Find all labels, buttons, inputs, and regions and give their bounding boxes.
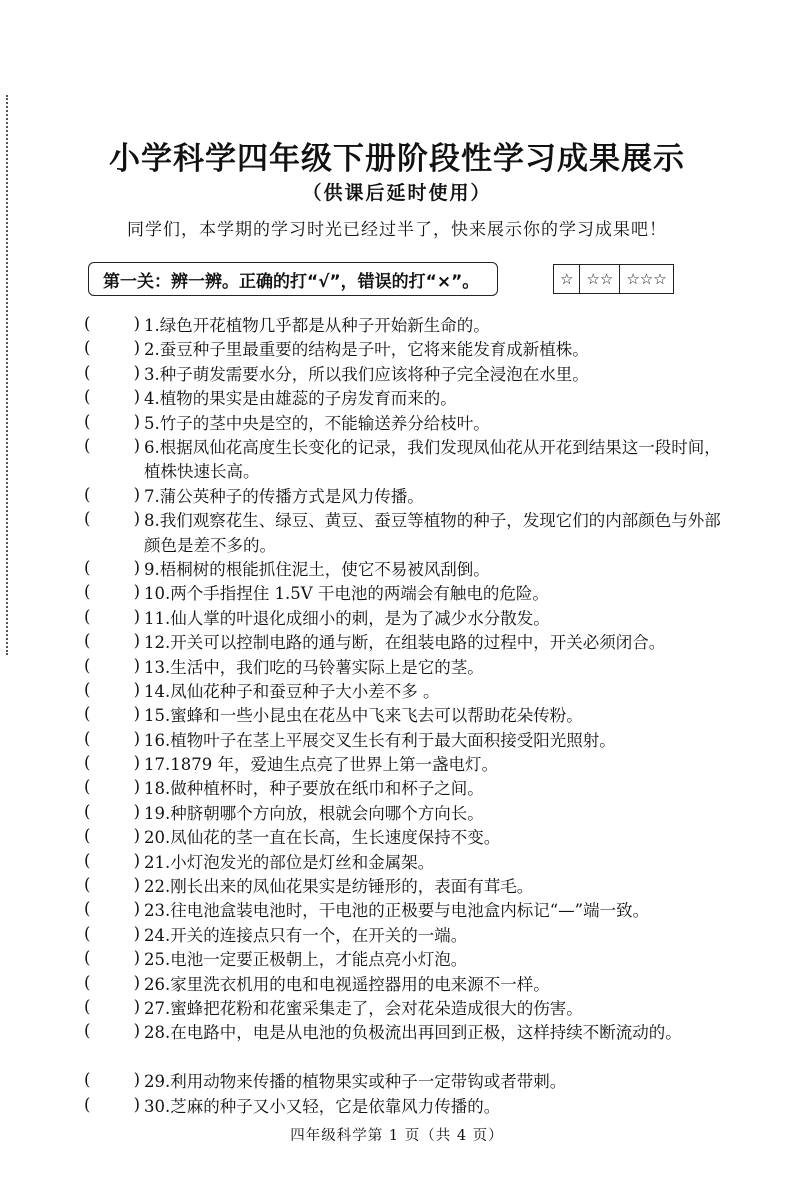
question-statement: 凤仙花种子和蚕豆种子大小差不多 。 (170, 681, 440, 701)
question-row (0, 753, 794, 777)
section-heading (88, 262, 498, 296)
page-title: 小学科学四年级下册阶段性学习成果展示 (109, 141, 685, 177)
answer-paren-open: ( (84, 411, 91, 431)
answer-blank[interactable] (84, 924, 140, 943)
question-row (0, 314, 794, 338)
question-number: 29. (144, 1072, 171, 1092)
question-statement: 电池一定要正极朝上，才能点亮小灯泡。 (170, 950, 468, 970)
question-number: 26. (144, 974, 171, 994)
answer-paren-open: ( (84, 387, 91, 407)
answer-paren-close: ) (133, 1070, 140, 1090)
question-statement: 开关可以控制电路的通与断，在组装电路的过程中，开关必须闭合。 (170, 633, 666, 653)
intro-text: 同学们，本学期的学习时光已经过半了，快来展示你的学习成果吧！ (127, 220, 667, 240)
question-text (144, 899, 724, 923)
answer-paren-open: ( (84, 728, 91, 748)
answer-paren-close: ) (133, 509, 140, 529)
question-row (0, 973, 794, 997)
answer-blank[interactable] (84, 777, 140, 796)
answer-paren-open: ( (84, 1070, 91, 1090)
question-number: 10. (144, 584, 171, 604)
question-row (0, 558, 794, 582)
answer-paren-close: ) (133, 899, 140, 919)
answer-paren-close: ) (133, 314, 140, 333)
answer-paren-open: ( (84, 362, 91, 382)
question-statement: 芝麻的种子又小又轻，它是依靠风力传播的。 (170, 1096, 501, 1116)
question-row (0, 729, 794, 753)
answer-blank[interactable] (84, 582, 140, 601)
answer-paren-close: ) (133, 338, 140, 358)
question-number: 6. (144, 437, 160, 457)
answer-paren-close: ) (133, 582, 140, 602)
answer-blank[interactable] (84, 802, 140, 821)
question-row (0, 338, 794, 362)
question-text (144, 924, 724, 948)
star-two-icon[interactable]: ☆☆ (580, 265, 620, 293)
question-row (0, 656, 794, 680)
answer-blank[interactable] (84, 387, 140, 406)
question-number: 24. (144, 925, 171, 945)
answer-paren-close: ) (133, 557, 140, 577)
question-number: 11. (144, 608, 171, 628)
question-text (144, 558, 724, 582)
answer-paren-close: ) (133, 753, 140, 773)
answer-blank[interactable] (84, 1095, 140, 1114)
question-text (144, 802, 724, 826)
question-text (144, 314, 724, 338)
star-one-icon[interactable]: ☆ (554, 265, 580, 293)
star-rating-box (553, 264, 674, 294)
question-row (0, 1021, 794, 1070)
question-number: 4. (144, 389, 160, 409)
question-number: 16. (144, 730, 171, 750)
question-text (144, 729, 724, 753)
question-text (144, 485, 724, 509)
answer-paren-open: ( (84, 923, 91, 943)
answer-paren-open: ( (84, 606, 91, 626)
question-row (0, 1070, 794, 1094)
answer-paren-open: ( (84, 509, 91, 529)
answer-paren-open: ( (84, 557, 91, 577)
question-statement: 蜜蜂把花粉和花蜜采集走了，会对花朵造成很大的伤害。 (170, 998, 583, 1018)
question-number: 17. (144, 755, 171, 775)
question-statement: 两个手指捏住 1.5V 干电池的两端会有触电的危险。 (170, 584, 549, 604)
answer-blank[interactable] (84, 899, 140, 918)
question-text (144, 436, 724, 485)
answer-paren-open: ( (84, 704, 91, 724)
question-text (144, 509, 724, 558)
question-number: 18. (144, 779, 171, 799)
question-text (144, 997, 724, 1021)
question-number: 13. (144, 657, 171, 677)
question-row (0, 875, 794, 899)
question-row (0, 436, 794, 485)
section-heading-text: 第一关：辨一辨。正确的打“√”，错误的打“×”。 (103, 271, 480, 292)
question-row (0, 509, 794, 558)
answer-paren-open: ( (84, 314, 91, 333)
question-text (144, 387, 724, 411)
question-number: 14. (144, 681, 171, 701)
question-statement: 种脐朝哪个方向放，根就会向哪个方向长。 (170, 803, 484, 823)
answer-paren-open: ( (84, 826, 91, 846)
page-subtitle: （供课后延时使用） (302, 182, 492, 204)
question-text (144, 412, 724, 436)
question-text (144, 851, 724, 875)
question-text (144, 582, 724, 606)
question-statement: 凤仙花的茎一直在长高，生长速度保持不变。 (170, 828, 501, 848)
answer-paren-close: ) (133, 728, 140, 748)
question-number: 19. (144, 803, 171, 823)
answer-paren-close: ) (133, 923, 140, 943)
question-statement: 种子萌发需要水分，所以我们应该将种子完全浸泡在水里。 (159, 364, 589, 384)
question-statement: 蒲公英种子的传播方式是风力传播。 (159, 486, 424, 506)
question-statement: 绿色开花植物几乎都是从种子开始新生命的。 (159, 316, 490, 335)
answer-paren-open: ( (84, 435, 91, 455)
question-row (0, 485, 794, 509)
answer-blank[interactable] (84, 412, 140, 431)
page-footer: 四年级科学第 1 页（共 4 页） (290, 1128, 504, 1144)
answer-paren-close: ) (133, 435, 140, 455)
answer-paren-open: ( (84, 972, 91, 992)
answer-paren-close: ) (133, 826, 140, 846)
answer-paren-open: ( (84, 777, 91, 797)
question-number: 5. (144, 413, 160, 433)
answer-blank[interactable] (84, 1021, 140, 1040)
answer-paren-open: ( (84, 996, 91, 1016)
question-list (0, 314, 794, 1119)
answer-paren-open: ( (84, 631, 91, 651)
question-statement: 植物的果实是由雄蕊的子房发育而来的。 (159, 389, 457, 409)
question-number: 3. (144, 364, 160, 384)
answer-paren-open: ( (84, 338, 91, 358)
question-statement: 蜜蜂和一些小昆虫在花丛中飞来飞去可以帮助花朵传粉。 (170, 706, 583, 726)
question-row (0, 802, 794, 826)
answer-paren-close: ) (133, 387, 140, 407)
question-number: 22. (144, 877, 171, 897)
answer-blank[interactable] (84, 948, 140, 967)
answer-blank[interactable] (84, 485, 140, 504)
answer-paren-open: ( (84, 753, 91, 773)
question-text (144, 973, 724, 997)
question-statement: 1879 年，爱迪生点亮了世界上第一盏电灯。 (170, 755, 498, 775)
question-number: 27. (144, 998, 171, 1018)
answer-paren-open: ( (84, 655, 91, 675)
question-row (0, 631, 794, 655)
question-text (144, 777, 724, 801)
question-text (144, 826, 724, 850)
question-row (0, 412, 794, 436)
answer-paren-open: ( (84, 582, 91, 602)
question-number: 12. (144, 633, 171, 653)
question-row (0, 704, 794, 728)
question-statement: 开关的连接点只有一个，在开关的一端。 (170, 925, 468, 945)
question-statement: 我们观察花生、绿豆、黄豆、蚕豆等植物的种子，发现它们的内部颜色与外部颜色是差不多的。 (144, 511, 721, 555)
question-statement: 往电池盒装电池时，干电池的正极要与电池盒内标记“—”端一致。 (170, 901, 650, 921)
answer-blank[interactable] (84, 436, 140, 455)
question-number: 8. (144, 511, 160, 531)
question-number: 9. (144, 559, 160, 579)
question-number: 20. (144, 828, 171, 848)
answer-blank[interactable] (84, 680, 140, 699)
answer-blank[interactable] (84, 973, 140, 992)
question-text (144, 753, 724, 777)
question-text (144, 948, 724, 972)
question-number: 25. (144, 950, 171, 970)
question-row (0, 387, 794, 411)
question-text (144, 631, 724, 655)
question-row (0, 948, 794, 972)
answer-paren-close: ) (133, 875, 140, 895)
question-row (0, 680, 794, 704)
answer-paren-close: ) (133, 850, 140, 870)
answer-blank[interactable] (84, 509, 140, 528)
question-text (144, 607, 724, 631)
answer-blank[interactable] (84, 338, 140, 357)
question-number: 30. (144, 1096, 171, 1116)
question-statement: 家里洗衣机用的电和电视遥控器用的电来源不一样。 (170, 974, 550, 994)
question-text (144, 1070, 724, 1094)
answer-paren-open: ( (84, 679, 91, 699)
answer-paren-close: ) (133, 631, 140, 651)
question-text (144, 875, 724, 899)
answer-paren-close: ) (133, 411, 140, 431)
answer-paren-close: ) (133, 484, 140, 504)
question-number: 7. (144, 486, 160, 506)
question-number: 2. (144, 340, 160, 360)
star-three-icon[interactable]: ☆☆☆ (626, 270, 667, 288)
answer-paren-close: ) (133, 801, 140, 821)
question-text (144, 1095, 724, 1119)
answer-paren-close: ) (133, 996, 140, 1016)
answer-paren-open: ( (84, 801, 91, 821)
question-text (144, 338, 724, 362)
question-statement: 蚕豆种子里最重要的结构是子叶，它将来能发育成新植株。 (159, 340, 589, 360)
question-statement: 生活中，我们吃的马铃薯实际上是它的茎。 (170, 657, 484, 677)
answer-blank[interactable] (84, 1070, 140, 1089)
question-text (144, 680, 724, 704)
answer-blank[interactable] (84, 314, 140, 333)
answer-paren-close: ) (133, 606, 140, 626)
question-text (144, 363, 724, 387)
question-text (144, 656, 724, 680)
question-statement: 仙人掌的叶退化成细小的刺，是为了减少水分散发。 (170, 608, 550, 628)
answer-paren-close: ) (133, 655, 140, 675)
answer-paren-close: ) (133, 704, 140, 724)
answer-blank[interactable] (84, 729, 140, 748)
answer-paren-open: ( (84, 850, 91, 870)
answer-blank[interactable] (84, 826, 140, 845)
question-row (0, 777, 794, 801)
answer-paren-open: ( (84, 948, 91, 968)
question-row (0, 997, 794, 1021)
answer-blank[interactable] (84, 704, 140, 723)
answer-blank[interactable] (84, 558, 140, 577)
question-row (0, 582, 794, 606)
answer-paren-close: ) (133, 948, 140, 968)
question-row (0, 924, 794, 948)
answer-paren-close: ) (133, 679, 140, 699)
question-text (144, 1021, 724, 1045)
answer-blank[interactable] (84, 875, 140, 894)
answer-paren-close: ) (133, 1094, 140, 1114)
answer-paren-close: ) (133, 777, 140, 797)
question-statement: 小灯泡发光的部位是灯丝和金属架。 (170, 852, 435, 872)
answer-paren-close: ) (133, 1021, 140, 1041)
question-number: 21. (144, 852, 171, 872)
question-text (144, 704, 724, 728)
question-statement: 刚长出来的凤仙花果实是纺锤形的，表面有茸毛。 (170, 877, 534, 897)
answer-paren-open: ( (84, 1021, 91, 1041)
question-statement: 在电路中，电是从电池的负极流出再回到正极，这样持续不断流动的。 (170, 1023, 682, 1043)
question-number: 23. (144, 901, 171, 921)
question-statement: 做种植杯时，种子要放在纸巾和杯子之间。 (170, 779, 484, 799)
answer-paren-open: ( (84, 899, 91, 919)
answer-blank[interactable] (84, 607, 140, 626)
answer-paren-open: ( (84, 875, 91, 895)
question-row (0, 826, 794, 850)
question-row (0, 1095, 794, 1119)
answer-blank[interactable] (84, 363, 140, 382)
question-row (0, 607, 794, 631)
question-statement: 植物叶子在茎上平展交叉生长有利于最大面积接受阳光照射。 (170, 730, 616, 750)
answer-paren-open: ( (84, 484, 91, 504)
question-number: 15. (144, 706, 171, 726)
answer-paren-close: ) (133, 972, 140, 992)
question-statement: 根据凤仙花高度生长变化的记录，我们发现凤仙花从开花到结果这一段时间，植株快速长高。 (144, 437, 721, 482)
answer-blank[interactable] (84, 997, 140, 1016)
answer-blank[interactable] (84, 631, 140, 650)
question-number: 1. (144, 316, 160, 335)
question-statement: 竹子的茎中央是空的，不能输送养分给枝叶。 (159, 413, 490, 433)
answer-blank[interactable] (84, 851, 140, 870)
answer-paren-close: ) (133, 362, 140, 382)
question-statement: 梧桐树的根能抓住泥土，使它不易被风刮倒。 (159, 559, 490, 579)
question-row (0, 899, 794, 923)
question-row (0, 363, 794, 387)
question-number: 28. (144, 1023, 171, 1043)
answer-paren-open: ( (84, 1094, 91, 1114)
question-statement: 利用动物来传播的植物果实或种子一定带钩或者带刺。 (170, 1072, 567, 1092)
answer-blank[interactable] (84, 753, 140, 772)
question-row (0, 851, 794, 875)
answer-blank[interactable] (84, 656, 140, 675)
